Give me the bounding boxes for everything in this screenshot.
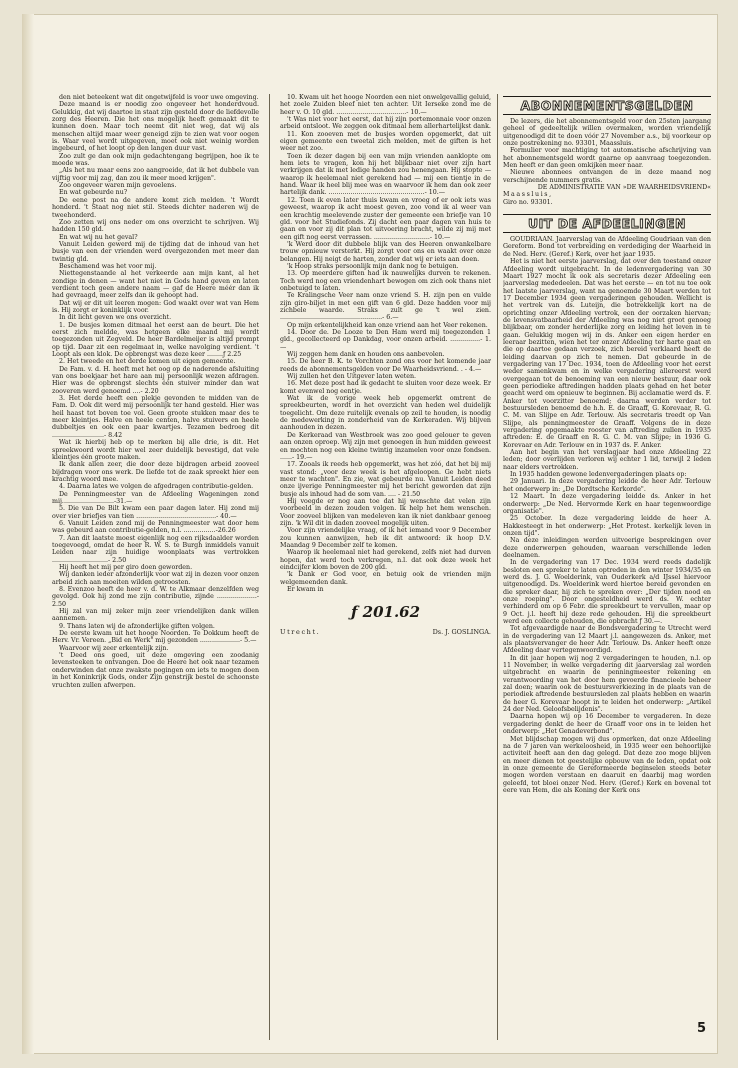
paragraph: Met blijdschap mogen wij dus opmerken, dat onze Afdeeling na de 7 jaren van werkeloosheid, in 1935 weer een behoorlijke activiteit heeft aan den dag gelegd. Dat deze zoo moge blijven en meer dienen tot geestelijke opbouw van de leden, opdat ook in onze gemeente de Gereformeerde beginselen steeds beter mogen worden verstaan en daaruit en daarbij mag worden geleefd, tot bloei onzer Ned. Herv. (Geref.) Kerk en bovenal tot eere van Hem, die als Koning der Kerk ons	[503, 735, 711, 794]
paragraph: En wat wij nu het geval?	[59, 233, 138, 241]
paragraph: En wat gebeurde nu?	[59, 189, 128, 197]
paragraph: Zoo zetten wij ons neder om ons overzicht te schrijven. Wij hadden 150 gld.	[52, 218, 259, 234]
paragraph: Niettegenstaande al het verkeerde aan mijn kant, al het zondige in denen — want het niet in Gods hand geven en laten verdient toch geen andere naam — gaf de Heere méér dan ik had gevraagd, meer zelfs dan ik gehoopt had.	[52, 270, 259, 300]
paragraph: Beschamend was het voor mij.	[59, 262, 157, 270]
paragraph: Er kwam in	[287, 586, 324, 594]
paragraph: 12. Toen ik even later thuis kwam en vroeg of er ook iets was geweest, waarop ik acht moest geven, zoo vond ik al weer van een krachtig meelevende zuster der gemeente een briefje van 10 gld. voor het Studiefonds. Zij dacht een paar dagen van huis te gaan en voor zij dit plan tot uitvoering bracht, wilde zij mij met een gift nog eerst verrassen. ............................- 10.—	[280, 196, 491, 241]
paragraph: Wat ik hierbij heb op te merken bij alle drie, is dit. Het spreekwoord wordt hier wel zeer duidelijk bevestigd, dat vele kleintjes één groote maken.	[52, 439, 259, 461]
paragraph: Vanuit Leiden gewerd mij de tijding dat de inhoud van het busje van een der vrienden werd overgezonden met meer dan twintig gld.	[52, 240, 259, 263]
paragraph: 'k Werd door dit dubbele blijk van des Heeren onwankelbare trouw opnieuw versterkt. Hij zorgt voor ons en waakt over onze belangen. Hij neigt de harten, zonder dat wij er iets aan doen.	[280, 240, 491, 263]
paragraph: 16. Met deze post had ik gedacht te sluiten voor deze week. Er komt evenwel nog eentje.	[280, 380, 491, 395]
paragraph: In dit jaar hopen wij nog 2 vergaderingen te houden, n.l. op 11 November, in welke vergadering dit jaarverslag zal worden uitgebracht en waarin de penningmeester rekening en verantwoording van het door hem gevoerde financieele beheer zal doen; waarin ook de bestuursverkiezing in de plaats van de periodiek aftredende bestuursleden zal plaats hebben en waarin de heer G. Korevaar hoopt in te leiden het onderwerp: „Artikel 24 der Ned. Geloofsbelijdenis".	[503, 654, 711, 714]
page-gutter	[22, 14, 34, 1054]
paragraph: Formulier voor machtiging tot automatische afschrijving van het abonnementsgeld wordt gaarne op aanvraag toegezonden. Men heeft er dan geen omkijken meer naar.	[503, 147, 711, 170]
paragraph: Tot afgevaardigde naar de Bondsvergadering te Utrecht werd in de vergadering van 12 Maart j.l. aangewezen ds. Anker, met als plaatsvervanger de heer Adr. Terlouw. Ds. Anker heeft onze Afdeeling daar vertegenwoordigd.	[503, 625, 711, 655]
paragraph: Op mijn erkentelijkheid kan onze vriend aan het Veer rekenen.	[287, 321, 488, 329]
paragraph: 4. Daarna lates we volgen de afgedragen contributie-gelden.	[59, 483, 254, 491]
paragraph: Dat wij er dit uit leeren mogen: God waakt over wat van Hem is. Hij zorgt er koninklijk voor.	[52, 299, 259, 314]
paragraph: De eerste kwam uit het hooge Noorden. Te Dokkum heeft de Herv. Vr. Vereen. „Bid en Werk" mij gezonden ....................- 5.—	[52, 630, 259, 645]
paragraph: 1. De busjes komen ditmaal het eerst aan de beurt. Die het eerst zich meldde, was hetgeen elke maand mij wordt toegezonden uit Zegveld. De heer Bardelmeijer is altijd prompt op tijd. Daar zit een regelmaat in, welke navolging verdient. 't Loopt als een klok. De opbrengst was deze keer ........ƒ 2.25	[52, 321, 259, 359]
paragraph: den niet beteekent wat dit ongetwijfeld is voor uwe omgeving.	[59, 94, 259, 101]
paragraph: In de vergadering van 17 Dec. 1934 werd reeds dadelijk besloten een spreker te laten optreden in den winter 1934/35 en werd ds. J. G. Woelderink, van Ouderkerk a/d IJssel hiervoor uitgenoodigd. Ds. Woelderink werd hiertoe bereid gevonden en die spreker daar, hij zich te spreken over: „Der tijden nood en onze roeping". Door ongesteldheid werd ds. W. echter verhinderd om op 6 Febr. die spreekbeurt te vervullen, maar op 9 Oct. j.l. heeft hij deze rede gehouden. Hij die spreekbeurt werd een collecte gehouden, die opbracht ƒ 30.—.	[503, 559, 711, 625]
column-2	[280, 94, 491, 1042]
paragraph: Daarna hopen wij op 16 December te vergaderen. In deze vergadering denkt de heer de Graaff voor ons in te leiden het onderwerp: „Het Genadeverbond".	[503, 713, 711, 736]
paragraph: 't Was niet voor het eerst, dat hij zijn portemonnaie voor onzen arbeid ontsloot. We zeggen ook ditmaal hem allerhartelijkst dank.	[280, 116, 491, 131]
paragraph: 10. Kwam uit het hooge Noorden een niet onwelgevallig geluid, het zoele Zuiden bleef niet ten achter. Uit Ierseke zond me de heer v. O. 10 gld. ...................................- 10.—	[280, 94, 491, 116]
paragraph: 11. Kon zooeven met de busjes worden opgemerkt, dat uit eigen gemeente een tweetal zich melden, met de giften is het weer net zoo.	[280, 130, 491, 153]
paragraph: 2. Het tweede en het derde komen uit eigen gemeente.	[59, 358, 236, 366]
paragraph: 29 Januari. In deze vergadering leidde de heer Adr. Terlouw het onderwerp in: „De Dordtsche Kerkorde".	[503, 478, 711, 493]
paragraph: 'k Dank er God voor, en betuig ook de vrienden mijn welgemeenden dank.	[280, 571, 491, 586]
paragraph: Zoo zult ge dan ook mijn gedachtengang begrijpen, hoe ik te moede was.	[52, 152, 259, 168]
paragraph: „Als het nu maar eens zoo aangroeide, dat ik het dubbele van vijftig voor mij zag, dan zou ik meer moed krijgen".	[52, 167, 259, 182]
paragraph: Na deze inleidingen werden uitvoerige besprekingen over deze onderwerpen gehouden, waaraan verschillende leden deelnamen.	[503, 537, 711, 559]
paragraph: 8. Evenzoo heeft de heer v. d. W. te Alkmaar denzelfden weg gevolgd. Ook hij zond me zijn contributie, zijnde ....................- 2.50	[52, 586, 259, 608]
column-1	[52, 94, 259, 1042]
paragraph: 6. Vanuit Leiden zond mij de Penningmeester wat door hem was gebeurd aan contributie-gelden, n.l. ................-26.26	[52, 519, 259, 535]
paragraph: Deze maand is er noodig zoo ongeveer het honderdvoud. Gelukkig, dat wij daartoe in staat zijn gesteld door de liefdevolle zorg des Heeren. Die het ons mogelijk heeft gemaakt dit te kunnen doen. Maar toch neemt dit niet weg, dat wij als menschen altijd maar weer geneigd zijn te zien wat voor oogen is. Waar veel wordt uitgegeven, moet ook niet weinig worden ingebeurd, of het loopt op den langen duur vast.	[52, 101, 259, 153]
paragraph: 3. Het derde heeft een plekje gevonden te midden van de Fam. D. Ook dit werd mij persoonlijk ter hand gesteld. Hier was heil haast tot boven toe vol. Geen groote stukken maar des te meer kleintjes. Halve en heele centen, halve stuivers en heele dubbeltjes en ook een paar kwartjes. Tezamen bedroeg dit ..........................- 8.42	[52, 395, 259, 439]
paragraph: Hij heeft het mij per giro doen geworden.	[59, 564, 193, 571]
paragraph: 9. Thans laten wij de afzonderlijke giften volgen.	[59, 622, 215, 630]
paragraph: Het is niet het eerste jaarverslag, dat over den toestand onzer Afdeeling wordt uitgebracht. In de ledenvergadering van 30 Maart 1927 mocht ik ook als secretaris dezer Afdeeling een jaarverslag mededeelen. Dat was het eerste — en tot nu toe ook het laatste jaarverslag, want na genoemde 30 Maart werden tot 17 December 1934 geen vergaderingen gehouden. Wellicht is het vertrek van ds. Luteijn, die botrekkelijk kort na de oprichting onzer Afdeeling vertrok, een der oorzaken hiervan; de levensvatbaarheid der Afdeeling was nog niet groot genoeg blijkbaar, om zonder herderlijke zorg en leiding het leven in te gaan. Gelukkig mogen wij in ds. Anker een eigen herder en leeraar bezitten, wien het ter onzer Afdeeling ter harte gaat en die op daartoe gedaan verzoek, zich bereid verklaard heeft de leiding daarvan op zich te nemen. Dat gebeurde in de vergadering van 17 Dec. 1934, toen de Afdeeling voor het eerst weder samenkwam en in welke vergadering allereerst werd overgegaan tot de benoeming van een nieuw bestuur, daar ook geen periodieke aftredingen hadden plaats gehad en het beter geacht werd om opnieuw te beginnen. Bij acclamatie werd ds. F. Anker tot voorzitter benoemd; daarna werden verder tot bestuursleden benoemd de h.h. E. de Graaff, G. Korevaar, R. G. C. M. van Slijpe en Adr. Terlouw. Als secretaris treedt op Van Slijpe, als penningmeester de Graaff. Volgens de in deze vergadering opgemaakte rooster van aftreding zullen in 1935 aftreden: E. de Graaff en R. G. C. M. van Slijpe; in 1936 G. Korevaar en Adr. Terlouw en in 1937 ds. F. Anker.	[503, 258, 711, 449]
paragraph: Hij voegde er nog aan toe dat hij wenschte dat velen zijn voorbeeld in dezen zouden volgen. Ik help het hem wenschen. Voor zooveel blijken van medeleven kan ik niet dankbaar genoeg zijn. 'k Wil dit in daden zooveel mogelijk uiten.	[280, 497, 491, 527]
column-divider	[497, 94, 498, 1040]
paragraph: Toen ik dezer dagen bij een van mijn vrienden aanklopte om hem iets te vragen, kon hij het blijkbaar niet over zijn hart verkrijgen dat ik met ledige handen zou henengaan. Hij stopte — waarop ik heelemaal niet gerekend had — mij een tientje in de hand. Waar ik heel blij mee was en waarvoor ik hem dan ook zeer hartelijk dank. ................................................- 10.—	[280, 152, 491, 197]
paragraph: 12 Maart. In deze vergadering leidde ds. Anker in het onderwerp: „De Ned. Hervormde Kerk en haar tegenwoordige organisatie".	[503, 493, 711, 515]
total-amount: ƒ 201.62	[350, 603, 421, 622]
paragraph: De Penningmeester van de Afdeeling Wageningen zond mij..........................-31.—	[52, 490, 259, 505]
paragraph: 25 October. In deze vergadering leidde de heer A. Hakkesteegt in het onderwerp: „Het Protest. kerkelijk leven in onzen tijd".	[503, 515, 711, 537]
paragraph: 7. Aan dit laatste moest eigenlijk nog een rijksdaalder worden toegevoegd, omdat de heer R. W. S. te Burgh inmiddels vanuit Leiden naar zijn huidige woonplaats was vertrokken ............................- 2.50	[52, 534, 259, 564]
paragraph: Zoo ongeveer waren mijn gevoelens.	[59, 182, 177, 190]
paragraph: Voor zijn vriendelijke vraag, of ik het iemand voor 9 December zou kunnen aanwijzen, heb ik dit antwoord: ik hoop D.V. Maandag 9 December zelf te komen.	[280, 527, 491, 549]
paragraph: 5. Die van De Bilt kwam een paar dagen later. Hij zond mij over vier briefjes van tien ........................................- 40.—	[52, 505, 259, 520]
paragraph: 17. Zooals ik reeds heb opgemerkt, was het zóó, dat het bij mij vast stond: „voor deze week is het afgeloopen. Ge hebt niets meer te wachten". En zie, wat gebeurde nu. Vanuit Leiden deed onze ijverige Penningmeester mij het bericht geworden dat zijn busje als inhoud had de som van. .... - 21.50	[280, 461, 491, 498]
paragraph: Te Kralingsche Veer nam onze vriend S. H. zijn pen en vulde zijn giro-biljet in met een gift van 6 gld. Deze hadden voor mij zichbele waarde. Straks zult ge 't wel zien. ...................................................- 6.—	[280, 292, 491, 322]
signature-name: Ds. J. GOSLINGA.	[432, 628, 491, 637]
administration-signature: DE ADMINISTRATIE VAN »DE WAARHEIDSVRIEND«	[537, 184, 711, 192]
paragraph: De lezers, die het abonnementsgeld voor den 25sten jaargang geheel of gedeeltelijk willen overmaken, worden vriendelijk uitgenoodigd dit te doen vóór 27 November a.s., bij voorkeur op onze postrekening no. 93301, Maassluis.	[503, 118, 711, 148]
paragraph: 15. De heer B. K. te Vorchten zond ons voor het komende jaar reeds de abonnementsgelden voor De Waarheidsvriend. . - 4.—	[280, 358, 491, 373]
paragraph: Aan het begin van het verslagjaar had onze Afdeeling 22 leden; door overlijden verloren wij echter 1 lid, terwijl 2 leden naar elders vertrokken.	[503, 449, 711, 471]
section-heading-abonnementsgelden: ABONNEMENTSGELDEN	[503, 96, 711, 115]
column-divider	[269, 94, 270, 1040]
signature-place: Utrecht.	[280, 628, 321, 637]
paragraph: In 1935 hadden gewone ledenvergaderingen plaats op:	[510, 471, 687, 479]
section-heading-afdeelingen: UIT DE AFDEELINGEN	[503, 214, 711, 233]
paragraph: Wij zeggen hem dank en houden ons aanbevolen.	[287, 351, 445, 359]
paragraph: De Fam. v. d. H. heeft met het oog op de naderende afsluiting van ons boekjaar het hare aan mij persoonlijk wezen afdragen. Hier was de opbrengst slechts één stuiver minder dan wat zooveren werd genoemd ....- 2.20	[52, 365, 259, 395]
paragraph: In dit licht geven we ons overzicht.	[59, 314, 172, 322]
admin-place: Maassluis,	[503, 191, 553, 199]
newspaper-page	[22, 14, 718, 1054]
paragraph: Ik dank allen zeer, die door deze bijdragen arbeid zooveel bijdragen voor ons werk. De liefde tot de zaak spreekt hier een krachtig woord mee.	[52, 461, 259, 483]
admin-giro: Giro no. 93301.	[503, 198, 553, 206]
paragraph: GOUDRIAAN. Jaarverslag van de Afdeeling Goudriaan van den Gereform. Bond tot verbreiding en verdediging der Waarheid in de Ned. Herv. (Geref.) Kerk, over het jaar 1935.	[503, 236, 711, 258]
paragraph: Nieuwe abonnees ontvangen de in deze maand nog verschijnende nummers gratis.	[503, 169, 711, 184]
paragraph: 't Deed ons goed, uit deze omgeving een zoodanig levensteeken te ontvangen. Doe de Heere het ook naar tezamen onderwinden dat onze zwakste pogingen om iets te mogen doen in het Koninkrijk Gods, onder Zijn genstrijk bestel de schoonste vruchten zullen afwerpen.	[52, 652, 259, 689]
column-3	[503, 94, 711, 1044]
paragraph: 13. Op meerdere giften had ik nauwelijks durven te rekenen. Toch werd nog een vriendenhart bewogen om zich ook thans niet onbetuigd te laten.	[280, 270, 491, 292]
paragraph: Wat ik de vorige week heb opgemerkt omtrent de spreekbeurten, wordt in het overzicht van heden wel duidelijk toegelicht. Om deze ruitelijk evenals op zeil te houden, is noodig de medewerking in zonderheid van de Kerkeraden. Wij blijven aanhouden in dezen.	[280, 395, 491, 432]
paragraph: Wij danken ieder afzonderlijk voor wat zij in dezen voor onzen arbeid zich aan moeiten wilden getroosten.	[52, 571, 259, 586]
paragraph: Waarop ik heelemaal niet had gerekend, zelfs niet had durven hopen, dat werd toch verkregen, n.l. dat ook deze week het eindcijfer klom boven de 200 gld.	[280, 549, 491, 571]
paragraph: De Kerkeraad van Westbroek was zoo goed gelouer te geven aan onzen oproep. Wij zijn met genoegen in hun midden geweest en mochten nog een kleine twintig inzamelen voor onze fondsen. ......- 19.—	[280, 431, 491, 461]
paragraph: 14. Door de. De Looze te Den Ham werd mij toegezonden 1 gld., gecollecteerd op Dankdag, voor onzen arbeid. ...............- 1.—	[280, 329, 491, 351]
page-number: 5	[696, 1021, 706, 1036]
paragraph: Waarvoor wij zeer erkentelijk zijn.	[59, 644, 169, 652]
paragraph: Hij zal van mij zeker mijn zeer vriendelijken dank willen aannemen.	[52, 608, 259, 623]
paragraph: 'k Hoop straks persoonlijk mijn dank nog te betuigen.	[287, 262, 459, 270]
paragraph: De eene post na de andere komt zich melden. 't Wordt honderd. 't Staat nog niet stil. Steeds dichter naderen wij de tweehonderd.	[52, 196, 259, 219]
paragraph: Wij zullen het den Uitgever laten weten.	[287, 373, 417, 381]
signature-row	[280, 629, 491, 636]
